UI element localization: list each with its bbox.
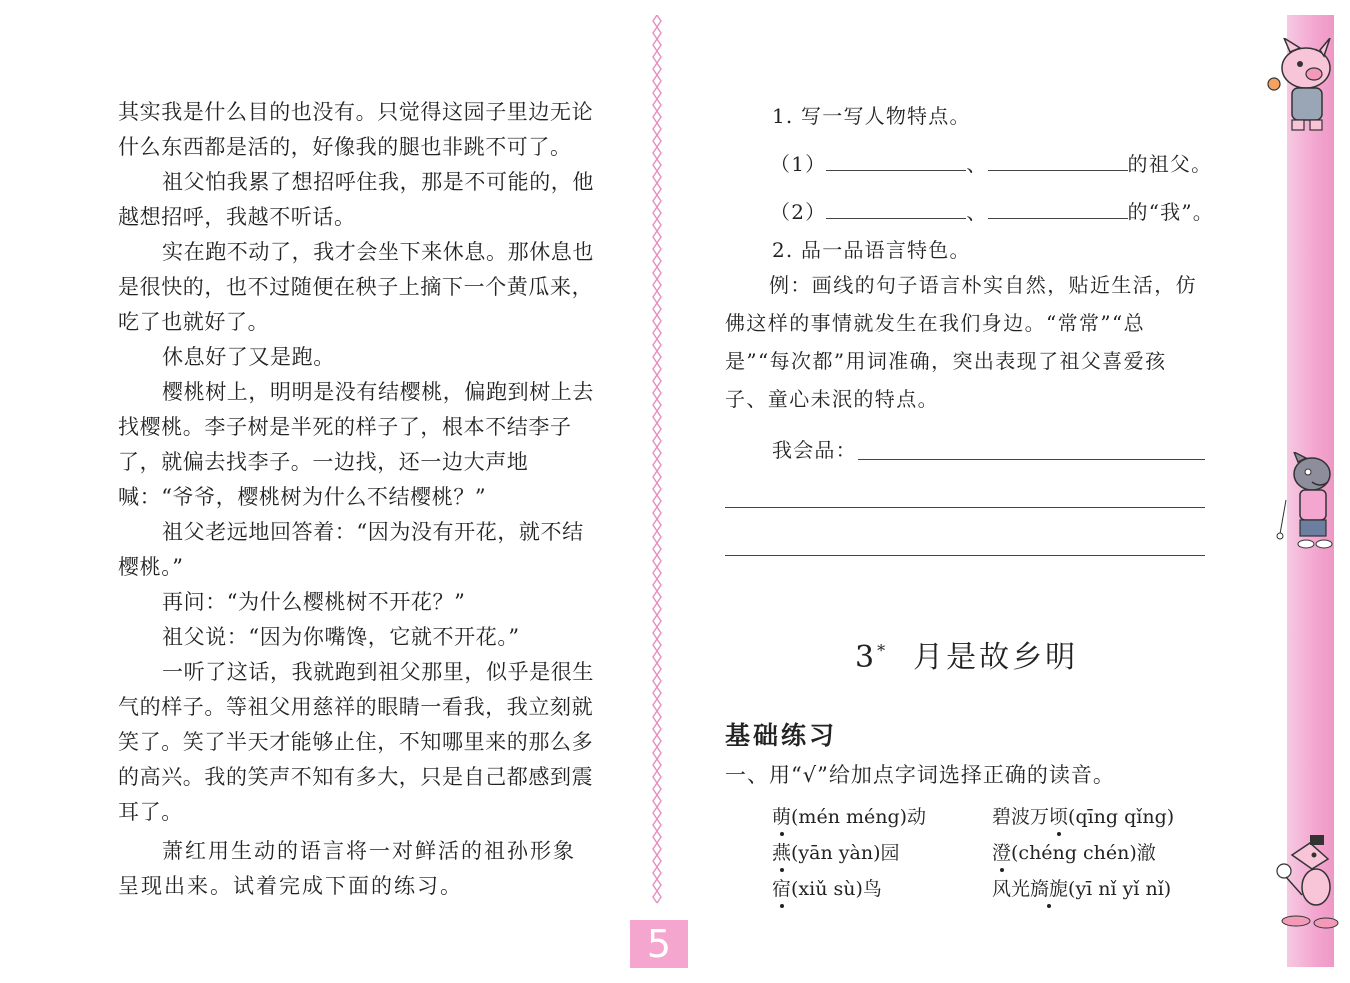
wavy-divider [650, 15, 664, 905]
left-page [0, 0, 655, 983]
wo-hui-pin-label: 我会品： [772, 438, 857, 462]
question-1: 1. 写一写人物特点。 [772, 104, 971, 128]
section-heading: 基础练习 [725, 721, 838, 750]
paragraph: 祖父老远地回答着：“因为没有开花，就不结樱桃。” [118, 520, 584, 579]
example-text: 例：画线的句子语言朴实自然，贴近生活，仿佛这样的事情就发生在我们身边。“常常”“总是”“每次都”用词准确，突出表现了祖父喜爱孩子、童心未泯的特点。 [725, 273, 1197, 411]
task-1: 一、用“√”给加点字词选择正确的读音。 [725, 763, 1115, 787]
fox-mascot-icon [1272, 835, 1342, 935]
pinyin-item: 碧波万顷(qīng qǐng) [992, 806, 1175, 828]
page-number: 5 [630, 920, 688, 968]
pig-mascot-icon [1262, 38, 1340, 134]
paragraph: 实在跑不动了，我才会坐下来休息。那休息也是很快的，也不过随便在秧子上摘下一个黄瓜来，吃了也就好了。 [118, 240, 594, 334]
paragraph: 再问：“为什么樱桃树不开花？” [162, 590, 466, 614]
pinyin-item: 萌(mén méng)动 [772, 806, 927, 828]
question-1-2: （2） 、 的“我”。 [770, 200, 1214, 224]
answer-blank[interactable] [988, 198, 1128, 219]
answer-line[interactable] [725, 506, 1205, 508]
question-2: 2. 品一品语言特色。 [772, 238, 971, 262]
pinyin-item: 澄(chéng chén)澈 [992, 842, 1156, 864]
pinyin-item: 燕(yān yàn)园 [772, 842, 900, 864]
paragraph: 祖父怕我累了想招呼住我，那是不可能的，他越想招呼，我越不听话。 [118, 170, 594, 229]
question-1-1: （1） 、 的祖父。 [770, 152, 1213, 176]
wolf-yoyo-mascot-icon [1272, 452, 1342, 552]
paragraph: 其实我是什么目的也没有。只觉得这园子里边无论什么东西都是活的，好像我的腿也非跳不可了。 [118, 100, 594, 159]
answer-blank[interactable] [988, 150, 1128, 171]
story-text [118, 95, 598, 830]
answer-line[interactable] [725, 554, 1205, 556]
paragraph: 一听了这话，我就跑到祖父那里，似乎是很生气的样子。等祖父用慈祥的眼睛一看我，我立刻就笑了。笑了半天才能够止住，不知哪里来的那么多的高兴。我的笑声不知有多大，只是自己都感到震耳了。 [118, 660, 594, 824]
exercise-intro: 萧红用生动的语言将一对鲜活的祖孙形象呈现出来。试着完成下面的练习。 [118, 839, 576, 898]
answer-blank[interactable] [826, 150, 966, 171]
lesson-title: 3* 月是故乡明 [855, 640, 1079, 675]
paragraph: 休息好了又是跑。 [162, 345, 335, 369]
paragraph: 樱桃树上，明明是没有结樱桃，偏跑到树上去找樱桃。李子树是半死的样子了，根本不结李子了，就偏去找李子。一边找，还一边大声地喊：“爷爷，樱桃树为什么不结樱桃？” [118, 380, 594, 509]
pinyin-item: 宿(xiǔ sù)鸟 [772, 878, 882, 900]
pinyin-item: 风光旖旎(yī nǐ yǐ nǐ) [992, 878, 1172, 900]
answer-blank[interactable] [826, 198, 966, 219]
answer-line[interactable] [858, 458, 1205, 460]
paragraph: 祖父说：“因为你嘴馋，它就不开花。” [162, 625, 520, 649]
